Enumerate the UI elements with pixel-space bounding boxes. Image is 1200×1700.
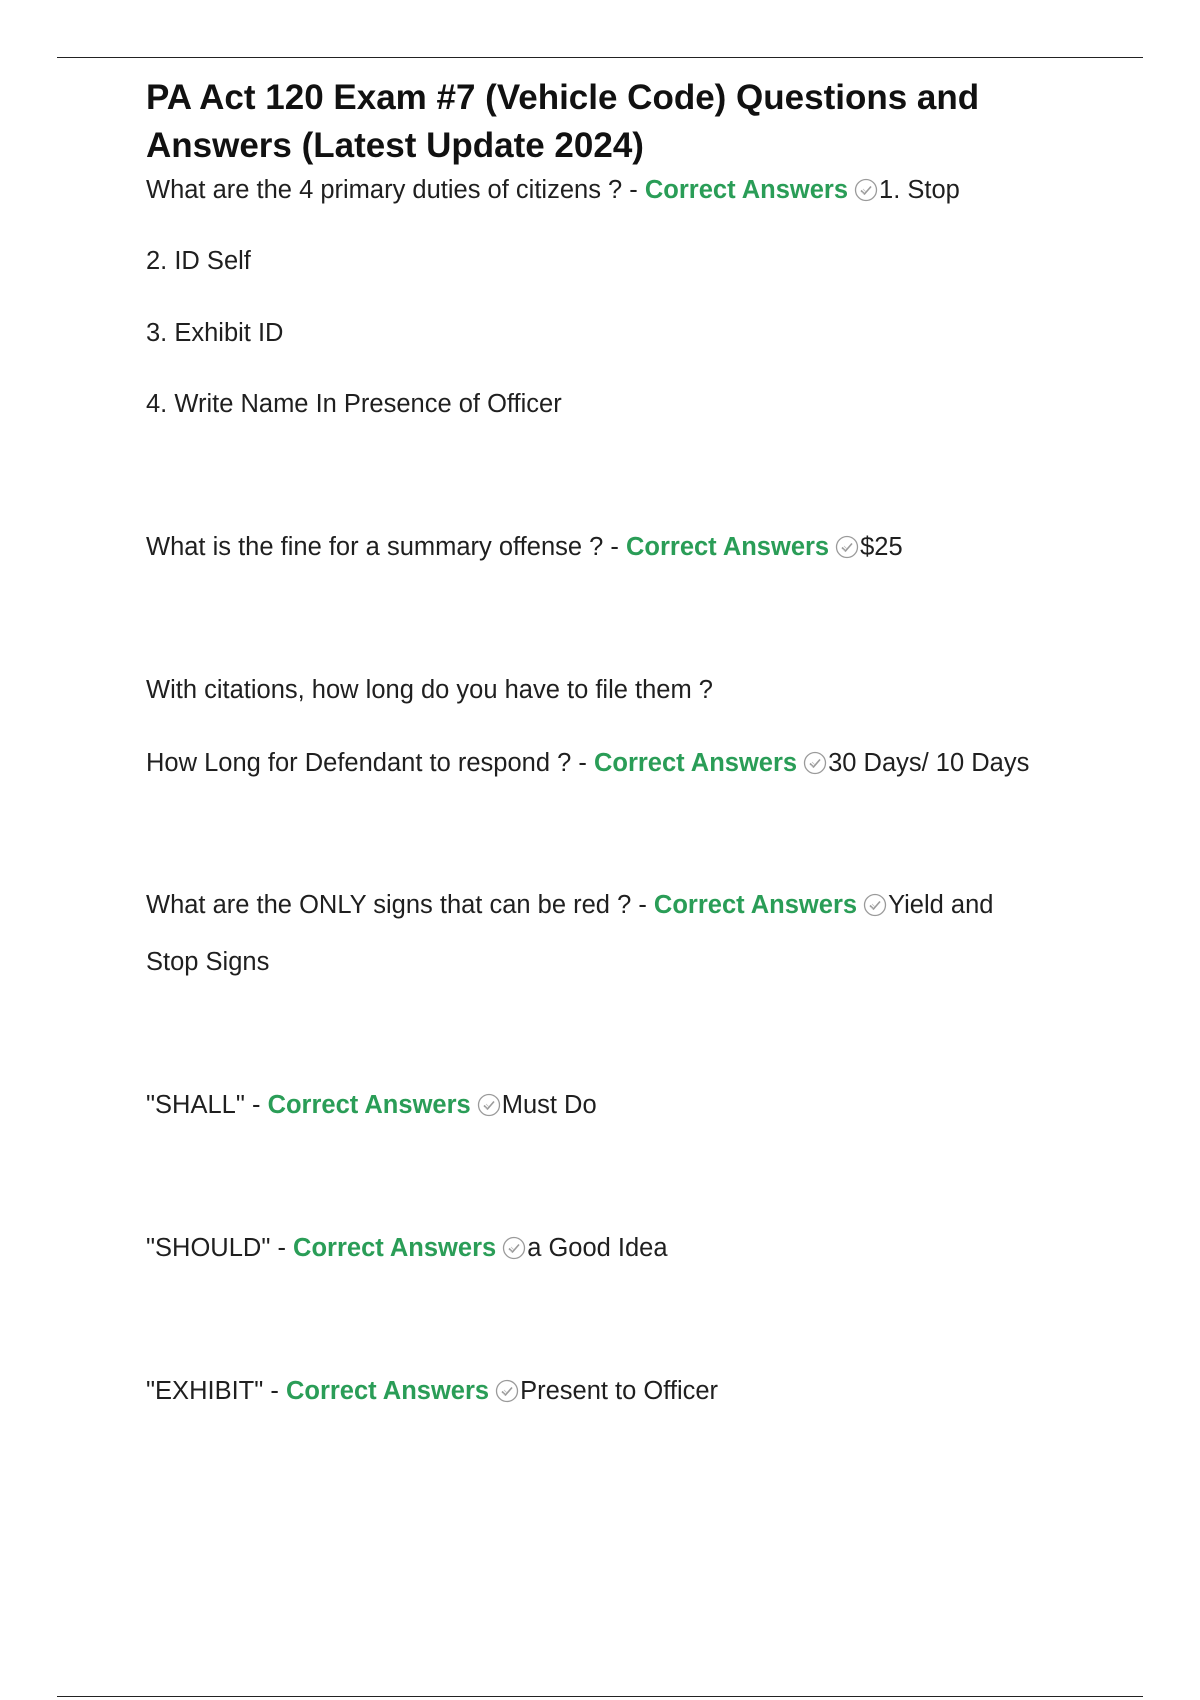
- check-badge-icon: [854, 178, 878, 202]
- qa-item-3-question-line: With citations, how long do you have to file them ?: [146, 676, 713, 704]
- question-text: How Long for Defendant to respond ? -: [146, 749, 594, 777]
- question-text: What are the 4 primary duties of citizens ? -: [146, 176, 645, 204]
- question-text: What are the ONLY signs that can be red ? -: [146, 891, 654, 919]
- qa-item-2: [146, 519, 903, 576]
- question-text: What is the fine for a summary offense ? -: [146, 533, 626, 561]
- correct-answers-tag: Correct Answers: [653, 891, 858, 919]
- check-badge-icon: [803, 751, 827, 775]
- answer-text: Yield and: [888, 891, 994, 919]
- answer-text: 30 Days/ 10 Days: [828, 749, 1030, 777]
- document-title: [146, 74, 1106, 170]
- answer-continuation: Stop Signs: [146, 948, 270, 976]
- qa-item-5: [146, 1077, 597, 1134]
- qa-item-3: [146, 735, 1029, 792]
- check-badge-icon: [863, 893, 887, 917]
- check-badge-icon: [477, 1093, 501, 1117]
- answer-text: Must Do: [501, 1091, 597, 1119]
- answer-text: Present to Officer: [520, 1377, 719, 1405]
- check-badge-icon: [835, 535, 859, 559]
- document-header: [146, 74, 1106, 170]
- correct-answers-tag: Correct Answers: [285, 1377, 490, 1405]
- correct-answers-tag: Correct Answers: [267, 1091, 471, 1119]
- qa-item-1: [146, 162, 960, 219]
- answer-continuation: 3. Exhibit ID: [146, 319, 284, 347]
- question-text: "SHOULD" -: [146, 1234, 294, 1262]
- correct-answers-tag: Correct Answers: [644, 176, 849, 204]
- answer-text: 1. Stop: [879, 176, 960, 204]
- top-rule: [57, 57, 1143, 58]
- question-text: "EXHIBIT" -: [146, 1377, 286, 1405]
- check-badge-icon: [502, 1236, 526, 1260]
- qa-item-6: [146, 1220, 668, 1277]
- title-line-2: Answers (Latest Update 2024): [146, 126, 644, 165]
- answer-continuation: 2. ID Self: [146, 247, 251, 275]
- check-badge-icon: [495, 1379, 519, 1403]
- answer-continuation: 4. Write Name In Presence of Officer: [146, 390, 562, 418]
- qa-item-7: [146, 1363, 718, 1420]
- correct-answers-tag: Correct Answers: [593, 749, 798, 777]
- correct-answers-tag: Correct Answers: [625, 533, 830, 561]
- question-text: "SHALL" -: [146, 1091, 268, 1119]
- title-line-1: PA Act 120 Exam #7 (Vehicle Code) Questions and: [146, 78, 980, 117]
- correct-answers-tag: Correct Answers: [293, 1234, 497, 1262]
- answer-text: a Good Idea: [527, 1234, 668, 1262]
- bottom-rule: [57, 1696, 1143, 1697]
- answer-text: $25: [860, 533, 903, 561]
- qa-item-4: [146, 877, 993, 934]
